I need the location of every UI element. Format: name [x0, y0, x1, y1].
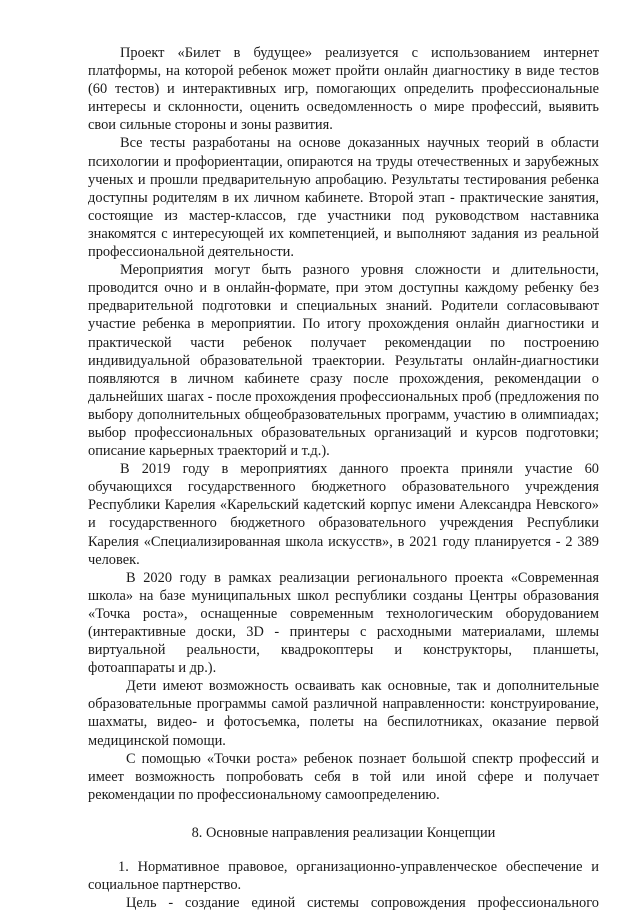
list-item-normative: 1. Нормативное правовое, организационно-управленческое обеспечение и социальное партнерство.	[88, 859, 599, 894]
paragraph-professions: С помощью «Точки роста» ребенок познает большой спектр профессий и имеет возможность попробовать себя в той или иной сфере и получает рекомендации по профессиональному самоопределению.	[88, 750, 599, 803]
document-body	[88, 44, 599, 912]
paragraph-tests: Все тесты разработаны на основе доказанных научных теорий в области психологии и профориентации, опираются на труды отечественных и зарубежных ученых и прошли предварительную апробацию. Результаты тестирования ребенка доступны родителям в их личном кабинете. Второй этап - практические занятия, состоящие из мастер-классов, где участники под руководством наставника знакомятся с интересующей их компетенцией, и выполняют задания из реальной профессиональной деятельности.	[88, 135, 599, 261]
paragraph-tochka-rosta: В 2020 году в рамках реализации регионального проекта «Современная школа» на базе муниципальных школ республики созданы Центры образования «Точка роста», оснащенные современным технологическим оборудованием (интерактивные доски, 3D - принтеры с расходными материалами, шлемы виртуальной реальности, квадрокоптеры и конструкторы, планшеты, фотоаппараты и др.).	[88, 569, 599, 677]
goal-line: Цель - создание единой системы сопровождения профессионального	[126, 895, 599, 912]
paragraph-2019-participants: В 2019 году в мероприятиях данного проекта приняли участие 60 обучающихся государственного бюджетного образовательного учреждения Республики Карелия «Карельский кадетский корпус имени Александра Невского» и государственного бюджетного образовательного учреждения Республики Карелия «Специализированная школа искусств», в 2021 году планируется - 2 389 человек.	[88, 461, 599, 568]
paragraph-programs: Дети имеют возможность осваивать как основные, так и дополнительные образовательные программы самой различной направленности: конструирование, шахматы, видео- и фотосъемка, полеты на беспилотниках, оказание первой медицинской помощи.	[88, 678, 599, 749]
paragraph-events: Мероприятия могут быть разного уровня сложности и длительности, проводится очно и в онлайн-формате, при этом доступны каждому ребенку без предварительной подготовки и специальных знаний. Родители согласовывают участие ребенка в мероприятии. По итогу прохождения онлайн диагностики и практической части ребенок получает рекомендации по построению индивидуальной образовательной траектории. Результаты онлайн-диагностики появляются в личном кабинете сразу после прохождения, рекомендации о дальнейших шагах - после прохождения профессиональных проб (предложения по выбору дополнительных общеобразовательных программ, участию в олимпиадах; выбор профессиональных образовательных организаций и курсов подготовки; описание карьерных траекторий и т.д.).	[88, 262, 599, 460]
section-heading: 8. Основные направления реализации Концепции	[191, 824, 496, 841]
paragraph-ticket-to-future: Проект «Билет в будущее» реализуется с использованием интернет платформы, на которой ребенок может пройти онлайн диагностику в виде тестов (60 тестов) и интерактивных игр, помогающих определить профессиональные интересы и склонности, оценить осведомленность о мире профессий, выявить свои сильные стороны и зоны развития.	[88, 45, 599, 134]
